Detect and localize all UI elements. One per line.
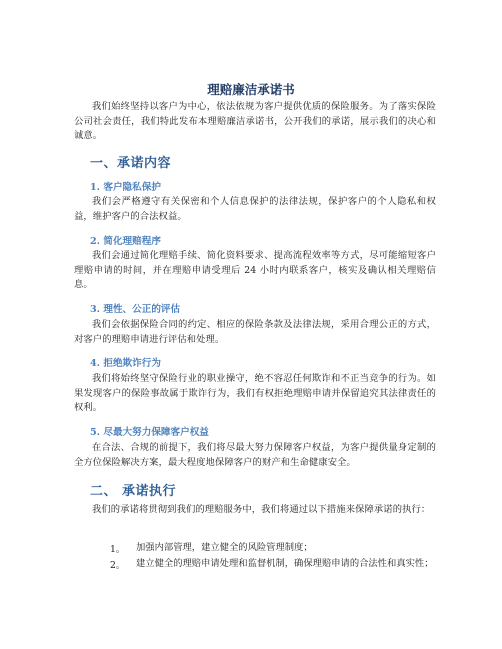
item-heading-simplify: 2. 简化理赔程序 <box>90 236 161 247</box>
section-heading-commitments: 一、承诺内容 <box>90 156 172 171</box>
execution-intro-paragraph: 我们的承诺将贯彻到我们的理赔服务中，我们将通过以下措施来保障承诺的执行： <box>92 504 431 515</box>
item-text-protect-rights: 在合法、合规的前提下，我们将尽最大努力保障客户权益，为客户提供量身定制的全方位保险解决方案，最大程度地保障客户的财产和生命健康安全。 <box>74 442 436 468</box>
item-text-fair-assessment: 我们会依据保险合同的约定、相应的保险条款及法律法规，采用合理公正的方式，对客户的理赔申请进行评估和处理。 <box>74 319 436 345</box>
item-heading-anti-fraud: 4. 拒绝欺诈行为 <box>90 358 161 369</box>
document-title: 理赔廉洁承诺书 <box>207 82 295 97</box>
item-heading-protect-rights: 5. 尽最大努力保障客户权益 <box>90 427 209 438</box>
measure-number: 2。 <box>110 560 126 571</box>
item-text-anti-fraud: 我们将始终坚守保险行业的职业操守，绝不容忍任何欺诈和不正当竞争的行为。如果发现客户的保险事故属于欺诈行为，我们有权拒绝理赔申请并保留追究其法律责任的权利。 <box>74 373 436 413</box>
item-text-privacy: 我们会严格遵守有关保密和个人信息保护的法律法规，保护客户的个人隐私和权益，维护客户的合法权益。 <box>74 196 436 222</box>
measure-number: 1。 <box>110 544 126 555</box>
measure-text: 建立健全的理赔申请处理和监督机制，确保理赔申请的合法性和真实性； <box>136 558 434 569</box>
item-heading-privacy: 1. 客户隐私保护 <box>90 182 161 193</box>
section-heading-execution: 二、 承诺执行 <box>90 484 177 499</box>
item-text-simplify: 我们会通过简化理赔手续、简化资料要求、提高流程效率等方式，尽可能缩短客户理赔申请的时间，并在理赔申请受理后 24 小时内联系客户，核实及确认相关理赔信息。 <box>74 250 436 290</box>
measure-text: 加强内部管理，建立健全的风险管理制度； <box>136 542 313 553</box>
item-heading-fair-assessment: 3. 理性、公正的评估 <box>90 304 181 315</box>
intro-paragraph: 我们始终坚持以客户为中心，依法依规为客户提供优质的保险服务。为了落实保险公司社会责任，我们特此发布本理赔廉洁承诺书，公开我们的承诺，展示我们的决心和诚意。 <box>74 101 436 141</box>
